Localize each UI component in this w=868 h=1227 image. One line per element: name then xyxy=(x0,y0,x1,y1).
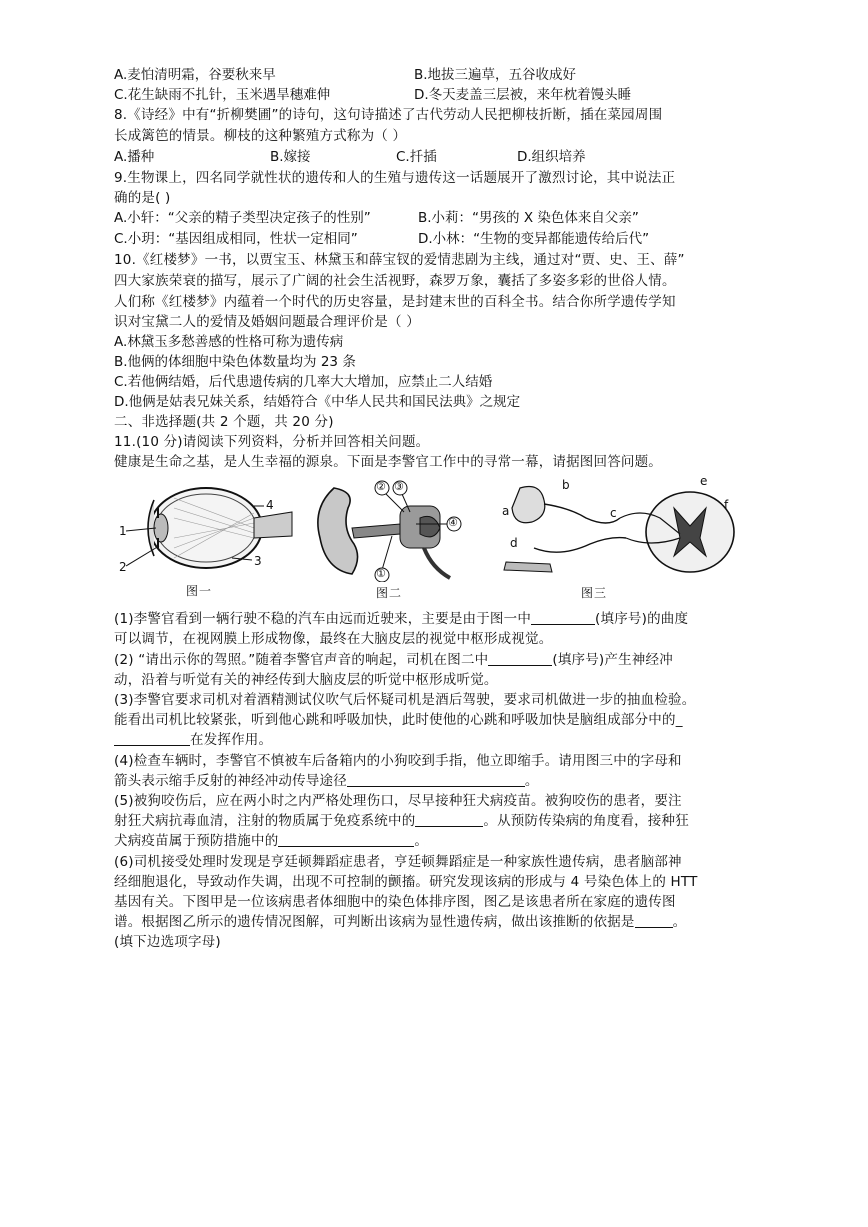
q11-heading: 11.(10 分)请阅读下列资料，分析并回答相关问题。 xyxy=(114,434,430,450)
eye-diagram xyxy=(114,478,294,578)
q11-intro: 健康是生命之基，是人生幸福的源泉。下面是李警官工作中的寻常一幕，请据图回答问题。 xyxy=(114,454,662,470)
q11-5-line-2: 射狂犬病抗毒血清，注射的物质属于免疫系统中的 。从预防传染病的角度看，接种狂 xyxy=(114,813,689,829)
q7-option-c: C.花生缺雨不扎针，玉米遇旱穗难伸 xyxy=(114,87,331,103)
section-heading: 二、非选择题(共 2 个题，共 20 分) xyxy=(114,414,334,430)
eye-label-3: 3 xyxy=(254,554,263,568)
q11-6-line-2: 经细胞退化，导致动作失调，出现不可控制的颤搐。研究发现该病的形成与 4 号染色体上的 HTT xyxy=(114,874,698,890)
q8-option-c: C.扦插 xyxy=(396,149,437,165)
reflex-label-e: e xyxy=(700,474,709,488)
eye-label-1: 1 xyxy=(119,524,128,538)
reflex-label-f: f xyxy=(724,498,730,512)
eye-label-4: 4 xyxy=(266,498,275,512)
q11-6-line-5: (填下边选项字母) xyxy=(114,934,221,950)
figures-row xyxy=(114,474,754,600)
figure-1-caption: 图一 xyxy=(186,584,213,598)
q8-option-b: B.嫁接 xyxy=(270,149,311,165)
q9-line-1: 9.生物课上，四名同学就性状的遗传和人的生殖与遗传这一话题展开了激烈讨论，其中说法正 xyxy=(114,170,676,186)
reflex-label-a: a xyxy=(502,504,511,518)
ear-label-4: ④ xyxy=(448,516,458,529)
q10-line-2: 四大家族荣衰的描写，展示了广阔的社会生活视野，森罗万象，囊括了多姿多彩的世俗人情。 xyxy=(114,273,676,289)
q9-line-2: 确的是( ) xyxy=(114,190,171,206)
q11-1-line-1: (1)李警官看到一辆行驶不稳的汽车由远而近驶来，主要是由于图一中 (填序号)的曲度 xyxy=(114,611,689,627)
q9-option-a: A.小轩：“父亲的精子类型决定孩子的性别” xyxy=(114,210,371,226)
q11-3-line-1: (3)李警官要求司机对着酒精测试仪吹气后怀疑司机是酒后驾驶，要求司机做进一步的抽血检验。 xyxy=(114,692,696,708)
q11-2-line-1: (2) “请出示你的驾照。”随着李警官声音的响起，司机在图二中 (填序号)产生神经冲 xyxy=(114,652,673,668)
q11-6-line-3: 基因有关。下图甲是一位该病患者体细胞中的染色体排序图，图乙是该患者所在家庭的遗传图 xyxy=(114,894,676,910)
q11-4-line-2: 箭头表示缩手反射的神经冲动传导途径 。 xyxy=(114,773,539,789)
q8-option-d: D.组织培养 xyxy=(517,149,586,165)
eye-label-2: 2 xyxy=(119,560,128,574)
q11-6-line-1: (6)司机接受处理时发现是亨廷顿舞蹈症患者，亨廷顿舞蹈症是一种家族性遗传病，患者脑部神 xyxy=(114,854,682,870)
answer-blank-2[interactable] xyxy=(488,651,552,666)
q8-line-1: 8.《诗经》中有“折柳樊圃”的诗句，这句诗描述了古代劳动人民把柳枝折断，插在菜园周围 xyxy=(114,107,663,123)
q8-option-a: A.播种 xyxy=(114,149,155,165)
q9-option-c: C.小玥：“基因组成相同，性状一定相同” xyxy=(114,231,358,247)
q10-line-4: 识对宝黛二人的爱情及婚姻问题最合理评价是（ ） xyxy=(114,314,420,330)
q10-option-a: A.林黛玉多愁善感的性格可称为遗传病 xyxy=(114,334,344,350)
q10-option-c: C.若他俩结婚，后代患遗传病的几率大大增加，应禁止二人结婚 xyxy=(114,374,493,390)
q11-3-line-2: 能看出司机比较紧张，听到他心跳和呼吸加快，此时使他的心跳和呼吸加快是脑组成部分中的_ xyxy=(114,712,683,728)
q9-option-b: B.小莉：“男孩的 X 染色体来自父亲” xyxy=(418,210,639,226)
q11-5-line-3: 犬病疫苗属于预防措施中的 。 xyxy=(114,833,429,849)
q11-2-line-2: 动，沿着与听觉有关的神经传到大脑皮层的听觉中枢形成听觉。 xyxy=(114,672,498,688)
q7-option-d: D.冬天麦盖三层被，来年枕着馒头睡 xyxy=(414,87,632,103)
q11-4-line-1: (4)检查车辆时，李警官不慎被车后备箱内的小狗咬到手指，他立即缩手。请用图三中的字母和 xyxy=(114,753,682,769)
answer-blank-5[interactable] xyxy=(415,812,483,827)
ear-label-1: ① xyxy=(376,567,386,580)
ear-label-2: ② xyxy=(376,480,386,493)
answer-blank-3[interactable] xyxy=(114,731,190,746)
q7-option-a: A.麦怕清明霜，谷要秋来早 xyxy=(114,67,276,83)
answer-blank-7[interactable] xyxy=(635,913,673,928)
q11-5-line-1: (5)被狗咬伤后，应在两小时之内严格处理伤口，尽早接种狂犬病疫苗。被狗咬伤的患者，要注 xyxy=(114,793,682,809)
reflex-label-b: b xyxy=(562,478,571,492)
q10-line-1: 10.《红楼梦》一书，以贾宝玉、林黛玉和薛宝钗的爱情悲剧为主线，通过对“贾、史、王、薛” xyxy=(114,252,685,268)
q11-3-line-3: 在发挥作用。 xyxy=(114,731,272,750)
reflex-label-c: c xyxy=(610,506,618,520)
q11-6-line-4: 谱。根据图乙所示的遗传情况图解，可判断出该病为显性遗传病，做出该推断的依据是 。 xyxy=(114,914,687,930)
answer-blank-4[interactable] xyxy=(347,772,525,787)
q10-option-d: D.他俩是姑表兄妹关系，结婚符合《中华人民共和国民法典》之规定 xyxy=(114,394,521,410)
reflex-label-d: d xyxy=(510,536,519,550)
ear-diagram xyxy=(312,478,472,582)
q10-line-3: 人们称《红楼梦》内蕴着一个时代的历史容量，是封建末世的百科全书。结合你所学遗传学知 xyxy=(114,294,676,310)
q10-option-b: B.他俩的体细胞中染色体数量均为 23 条 xyxy=(114,354,356,370)
q7-option-b: B.地拔三遍草，五谷收成好 xyxy=(414,67,577,83)
figure-2-caption: 图二 xyxy=(376,586,403,600)
q11-1-line-2: 可以调节，在视网膜上形成物像，最终在大脑皮层的视觉中枢形成视觉。 xyxy=(114,631,553,647)
reflex-arc-diagram xyxy=(490,478,740,582)
answer-blank-6[interactable] xyxy=(278,832,414,847)
q9-option-d: D.小林：“生物的变异都能遗传给后代” xyxy=(418,231,650,247)
q8-line-2: 长成篱笆的情景。柳枝的这种繁殖方式称为（ ） xyxy=(114,128,407,144)
ear-label-3: ③ xyxy=(394,480,404,493)
answer-blank-1[interactable] xyxy=(531,610,595,625)
figure-3-caption: 图三 xyxy=(581,586,608,600)
